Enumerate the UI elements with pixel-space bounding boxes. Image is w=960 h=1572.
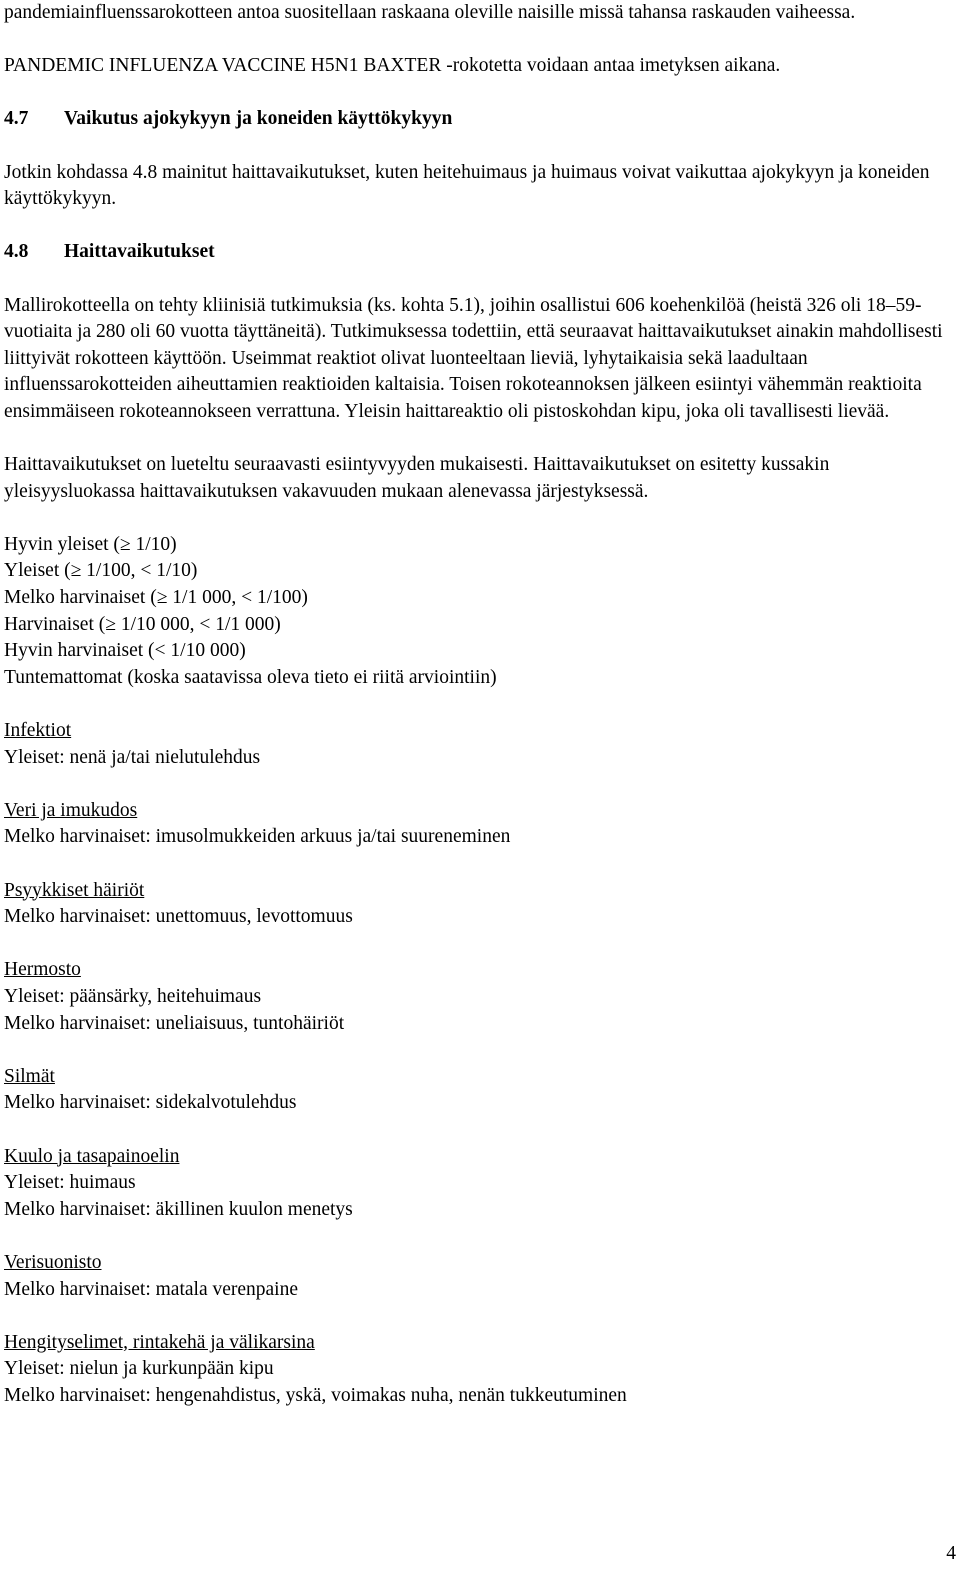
- frequency-item: Hyvin harvinaiset (< 1/10 000): [4, 640, 246, 662]
- adverse-effect-line: Melko harvinaiset: hengenahdistus, yskä, voimakas nuha, nenän tukkeutuminen: [4, 1384, 627, 1406]
- organ-class-veri-ja-imukudos: [4, 798, 956, 851]
- organ-class-title: Silmät: [4, 1065, 55, 1087]
- organ-class-hengityselimet: [4, 1330, 956, 1410]
- frequency-list: [4, 532, 956, 692]
- frequency-item: Yleiset (≥ 1/100, < 1/10): [4, 560, 198, 582]
- organ-class-title: Hermosto: [4, 959, 81, 981]
- organ-class-title: Hengityselimet, rintakehä ja välikarsina: [4, 1331, 315, 1353]
- organ-class-title: Veri ja imukudos: [4, 799, 138, 821]
- document-page: [4, 0, 956, 1409]
- section-4-8-paragraph-1: Mallirokotteella on tehty kliinisiä tutkimuksia (ks. kohta 5.1), joihin osallistui 606 koehenkilöä (heistä 326 oli 18–59-vuotiaita ja 280 oli 60 vuotta täyttäneitä). Tutkimuksessa todettiin, että seuraavat haittavaikutukset ainakin mahdollisesti liittyivät rokotteen käyttöön. Useimmat reaktiot olivat luonteeltaan lieviä, lyhytaikaisia sekä laadultaan influenssarokotteiden aiheuttamien reaktioiden kaltaisia. Toisen rokoteannoksen jälkeen esiintyi vähemmän reaktioita ensimmäiseen rokoteannokseen verrattuna. Yleisin haittareaktio oli pistoskohdan kipu, joka oli tavallisesti lievää.: [4, 294, 943, 422]
- frequency-item: Hyvin yleiset (≥ 1/10): [4, 533, 177, 555]
- organ-class-title: Psyykkiset häiriöt: [4, 879, 145, 901]
- adverse-effect-line: Yleiset: huimaus: [4, 1172, 136, 1194]
- section-4-8-title: Haittavaikutukset: [64, 241, 215, 263]
- adverse-effect-line: Melko harvinaiset: matala verenpaine: [4, 1278, 299, 1300]
- adverse-effect-line: Melko harvinaiset: uneliaisuus, tuntohäiriöt: [4, 1012, 345, 1034]
- organ-class-title: Kuulo ja tasapainoelin: [4, 1145, 180, 1167]
- section-4-7-number: 4.7: [4, 108, 29, 130]
- organ-class-title: Infektiot: [4, 720, 72, 742]
- organ-class-silmat: [4, 1064, 956, 1117]
- frequency-item: Harvinaiset (≥ 1/10 000, < 1/1 000): [4, 613, 281, 635]
- intro-pregnancy-text: pandemiainfluenssarokotteen antoa suositellaan raskaana oleville naisille missä tahansa raskauden vaiheessa.: [4, 2, 856, 23]
- section-4-7-title: Vaikutus ajokykyyn ja koneiden käyttökykyyn: [64, 108, 453, 130]
- intro-breastfeeding-text: PANDEMIC INFLUENZA VACCINE H5N1 BAXTER -rokotetta voidaan antaa imetyksen aikana.: [4, 55, 781, 77]
- adverse-effect-line: Yleiset: nenä ja/tai nielutulehdus: [4, 746, 261, 768]
- adverse-effect-line: Melko harvinaiset: sidekalvotulehdus: [4, 1092, 297, 1114]
- organ-class-title: Verisuonisto: [4, 1251, 102, 1273]
- organ-class-psyykkiset-hairiot: [4, 878, 956, 931]
- frequency-item: Melko harvinaiset (≥ 1/1 000, < 1/100): [4, 587, 308, 609]
- section-4-8-number: 4.8: [4, 241, 29, 263]
- page-number: 4: [946, 1543, 956, 1564]
- organ-class-kuulo-ja-tasapainoelin: [4, 1144, 956, 1224]
- adverse-effect-line: Yleiset: nielun ja kurkunpään kipu: [4, 1358, 274, 1380]
- adverse-effect-line: Melko harvinaiset: äkillinen kuulon menetys: [4, 1198, 353, 1220]
- organ-class-verisuonisto: [4, 1250, 956, 1303]
- section-4-8-heading: [4, 239, 956, 266]
- adverse-effect-line: Yleiset: päänsärky, heitehuimaus: [4, 985, 262, 1007]
- organ-class-infektiot: [4, 718, 956, 771]
- adverse-effect-line: Melko harvinaiset: imusolmukkeiden arkuus ja/tai suureneminen: [4, 826, 511, 848]
- section-4-8-paragraph-2: Haittavaikutukset on lueteltu seuraavasti esiintyvyyden mukaisesti. Haittavaikutukset on esitetty kussakin yleisyysluokassa haittavaikutuksen vakavuuden mukaan alenevassa järjestyksessä.: [4, 454, 830, 502]
- adverse-effect-line: Melko harvinaiset: unettomuus, levottomuus: [4, 906, 353, 928]
- section-4-7-text: Jotkin kohdassa 4.8 mainitut haittavaikutukset, kuten heitehuimaus ja huimaus voivat vaikuttaa ajokykyyn ja koneiden käyttökykyyn.: [4, 161, 930, 210]
- frequency-item: Tuntemattomat (koska saatavissa oleva tieto ei riitä arviointiin): [4, 666, 497, 688]
- section-4-7-heading: [4, 106, 956, 133]
- organ-class-hermosto: [4, 957, 956, 1037]
